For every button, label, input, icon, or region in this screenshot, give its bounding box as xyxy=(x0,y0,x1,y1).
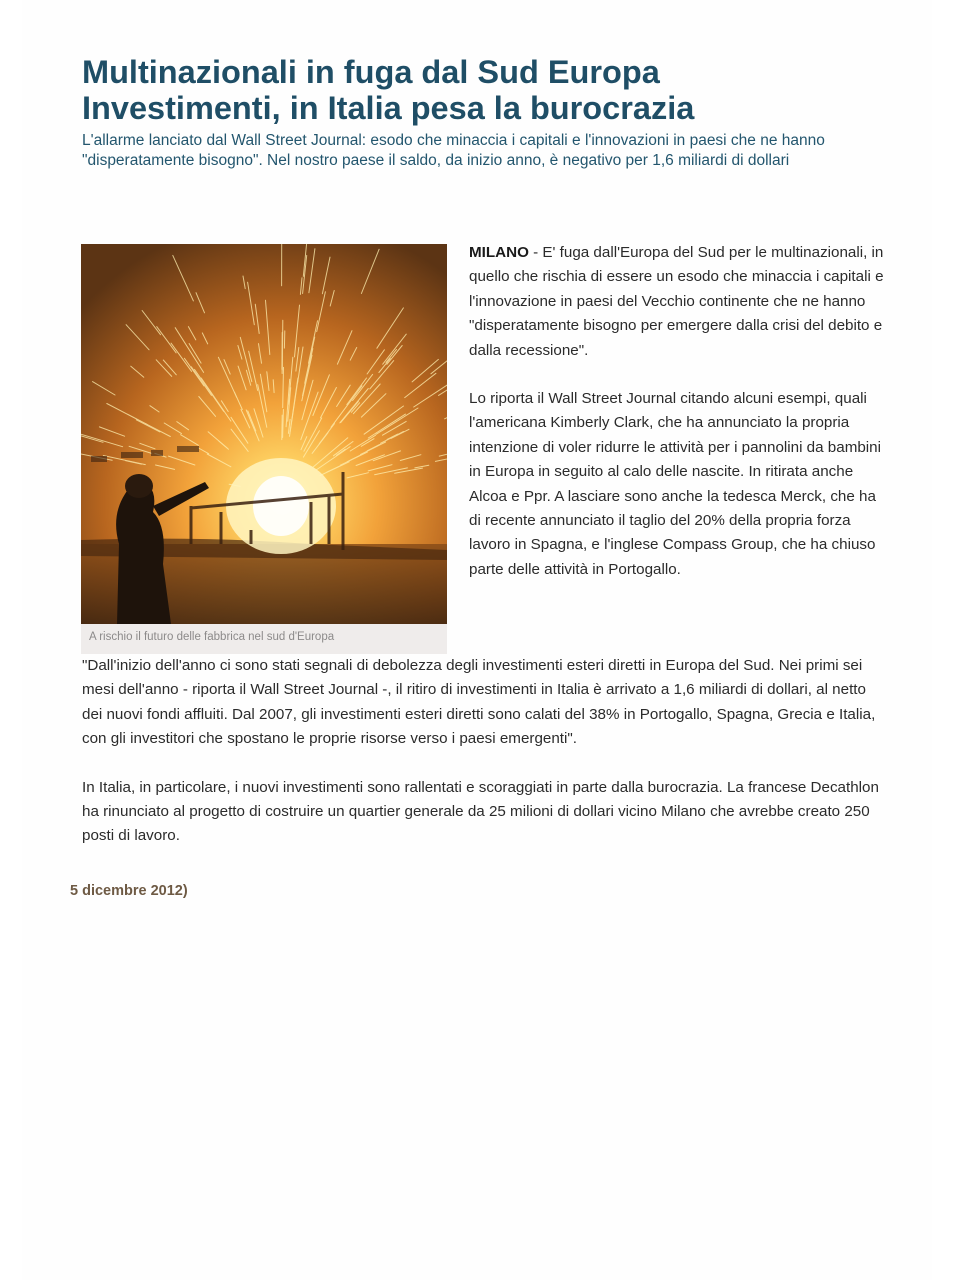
article-subtitle: L'allarme lanciato dal Wall Street Journal: esodo che minaccia i capitali e l'innovazioni in paesi che ne hanno "disperatamente bisogno". Nel nostro paese il saldo, da inizio anno, è negativo per 1,6 miliardi di dollari xyxy=(82,132,825,169)
article-headline xyxy=(82,54,902,126)
photo-caption: A rischio il futuro delle fabbrica nel sud d'Europa xyxy=(89,631,335,643)
headline-line-1: Multinazionali in fuga dal Sud Europa xyxy=(82,54,660,90)
article-column-text xyxy=(469,241,889,606)
steel-mill-sparks-photo xyxy=(81,244,447,624)
article-photo xyxy=(81,244,447,654)
paragraph-1 xyxy=(469,241,889,363)
article-date: 5 dicembre 2012) xyxy=(70,883,188,899)
paragraph-4: In Italia, in particolare, i nuovi investimenti sono rallentati e scoraggiati in parte dalla burocrazia. La francese Decathlon ha rinunciato al progetto di costruire un quartier generale da 25 milioni di dollari vicino Milano che avrebbe creato 250 posti di lavoro. xyxy=(82,778,879,845)
paragraph-1-text: - E' fuga dall'Europa del Sud per le multinazionali, in quello che rischia di essere un esodo che minaccia i capitali e l'innovazione in paesi del Vecchio continente che ne hanno "disperatamente bisogno per emergere dalla crisi del debito e dalla recessione". xyxy=(469,244,884,359)
paragraph-3: "Dall'inizio dell'anno ci sono stati segnali di debolezza degli investimenti esteri diretti in Europa del Sud. Nei primi sei mesi dell'anno - riporta il Wall Street Journal -, il ritiro di investimenti in Italia è arrivato a 1,6 miliardi di dollari, al netto dei nuovi fondi affluiti. Dal 2007, gli investimenti esteri diretti sono calati del 38% in Portogallo, Spagna, Grecia e Italia, con gli investitori che spostano le proprie risorse verso i paesi emergenti". xyxy=(82,657,876,748)
dateline: MILANO xyxy=(469,244,529,261)
headline-line-2: Investimenti, in Italia pesa la burocrazia xyxy=(82,90,695,126)
article-full-width-text xyxy=(82,654,890,873)
paragraph-2: Lo riporta il Wall Street Journal citando alcuni esempi, quali l'americana Kimberly Clark, che ha annunciato la propria intenzione di voler ridurre le attività per i pannolini da bambini in Europa in seguito al calo delle nascite. In ritirata anche Alcoa e Ppr. A lasciare sono anche la tedesca Merck, che ha di recente annunciato il taglio del 20% della propria forza lavoro in Spagna, e l'inglese Compass Group, che ha chiuso parte delle attività in Portogallo. xyxy=(469,390,881,578)
